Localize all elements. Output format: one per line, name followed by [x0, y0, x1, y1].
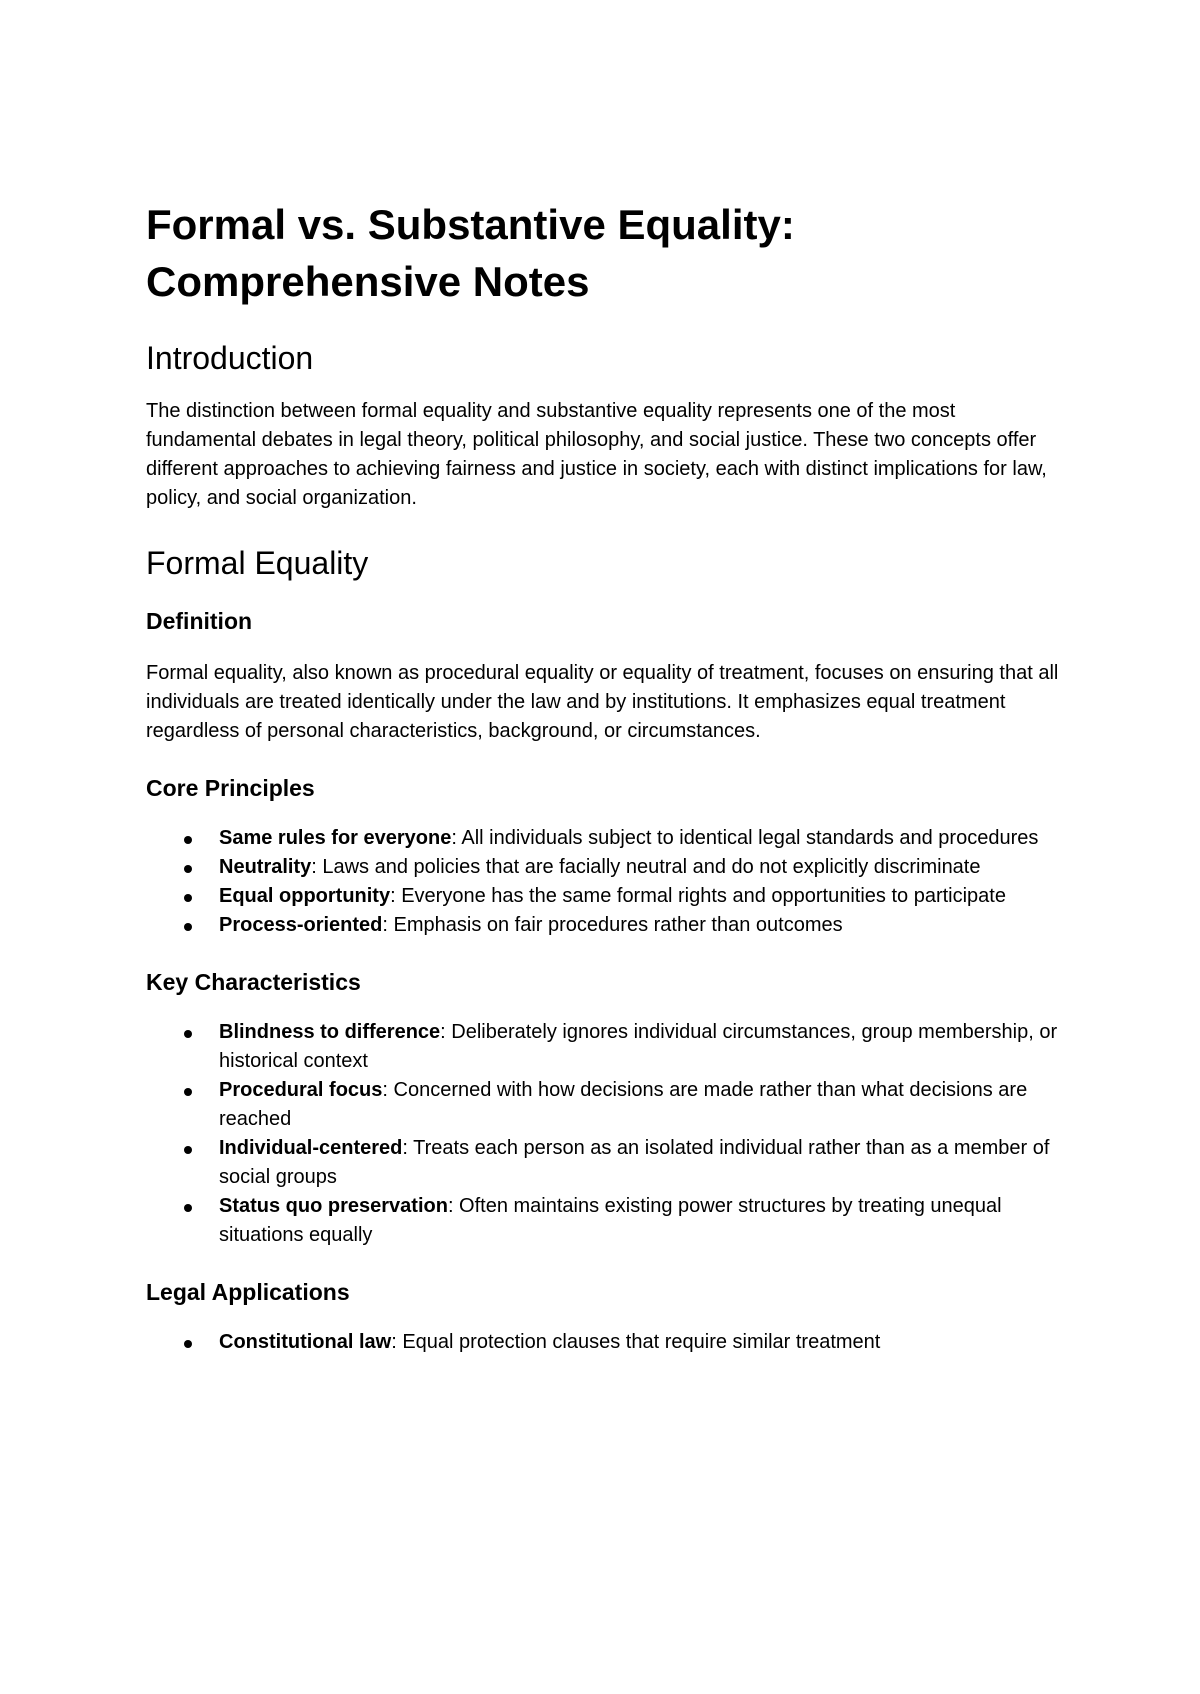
bullet-icon — [184, 1088, 192, 1096]
bullet-icon — [184, 836, 192, 844]
document-title — [146, 196, 1066, 310]
list-item-term: Procedural focus — [219, 1079, 383, 1101]
list-item — [146, 853, 1066, 882]
list-item-term: Blindness to difference — [219, 1021, 441, 1043]
list-item — [146, 1076, 1066, 1134]
bullet-icon — [184, 1146, 192, 1154]
list-item — [146, 911, 1066, 940]
list-item-term: Process-oriented — [219, 914, 383, 936]
legal-applications-list — [146, 1328, 1066, 1357]
list-item-description: : Emphasis on fair procedures rather than outcomes — [382, 914, 843, 936]
list-item — [146, 1192, 1066, 1250]
document-title-line-1: Formal vs. Substantive Equality: — [146, 201, 795, 248]
introduction-heading: Introduction — [146, 340, 314, 376]
core-principles-heading: Core Principles — [146, 775, 315, 801]
list-item-description: : Treats each person as an isolated individual rather than as a member of social groups — [219, 1137, 1050, 1188]
list-item-description: : Everyone has the same formal rights and opportunities to participate — [390, 885, 1006, 907]
bullet-icon — [184, 894, 192, 902]
list-item-description: : Often maintains existing power structures by treating unequal situations equally — [219, 1195, 1002, 1246]
bullet-icon — [184, 1204, 192, 1212]
core-principles-list — [146, 824, 1066, 940]
list-item-term: Same rules for everyone — [219, 827, 452, 849]
list-item-term: Status quo preservation — [219, 1195, 448, 1217]
definition-paragraph: Formal equality, also known as procedural equality or equality of treatment, focuses on ensuring that all individuals are treated identically under the law and by institutions. It emphasizes equal treatment regardless of personal characteristics, background, or circumstances. — [146, 662, 1059, 742]
list-item-description: : Laws and policies that are facially neutral and do not explicitly discriminate — [311, 856, 981, 878]
definition-heading: Definition — [146, 608, 253, 634]
bullet-icon — [184, 1030, 192, 1038]
bullet-icon — [184, 865, 192, 873]
introduction-paragraph: The distinction between formal equality and substantive equality represents one of the most fundamental debates in legal theory, political philosophy, and social justice. These two concepts offer different approaches to achieving fairness and justice in society, each with distinct implications for law, policy, and social organization. — [146, 400, 1047, 509]
document-page — [146, 196, 1066, 1357]
bullet-icon — [184, 923, 192, 931]
list-item-term: Neutrality — [219, 856, 312, 878]
list-item-description: : Equal protection clauses that require similar treatment — [391, 1331, 881, 1353]
legal-applications-heading: Legal Applications — [146, 1279, 350, 1305]
list-item — [146, 824, 1066, 853]
list-item — [146, 1134, 1066, 1192]
list-item — [146, 1328, 1066, 1357]
key-characteristics-list — [146, 1018, 1066, 1250]
bullet-icon — [184, 1340, 192, 1348]
list-item-term: Constitutional law — [219, 1331, 392, 1353]
list-item-description: : All individuals subject to identical legal standards and procedures — [451, 827, 1039, 849]
list-item — [146, 1018, 1066, 1076]
list-item-description: : Concerned with how decisions are made rather than what decisions are reached — [219, 1079, 1028, 1130]
key-characteristics-heading: Key Characteristics — [146, 969, 361, 995]
list-item-description: : Deliberately ignores individual circumstances, group membership, or historical context — [219, 1021, 1058, 1072]
document-title-line-2: Comprehensive Notes — [146, 258, 590, 305]
list-item — [146, 882, 1066, 911]
formal-equality-heading: Formal Equality — [146, 545, 369, 581]
list-item-term: Individual-centered — [219, 1137, 403, 1159]
list-item-term: Equal opportunity — [219, 885, 391, 907]
